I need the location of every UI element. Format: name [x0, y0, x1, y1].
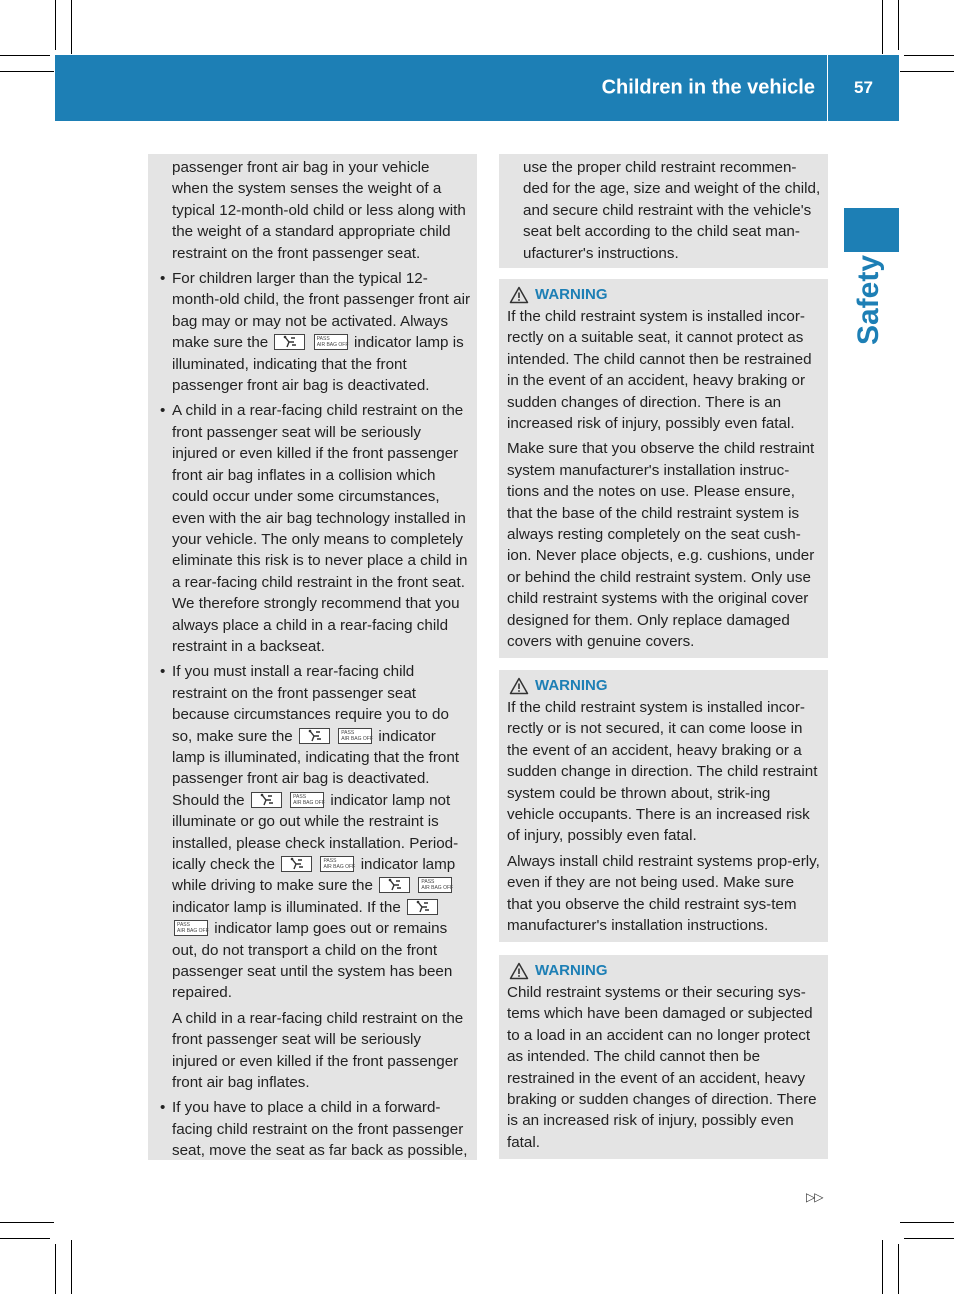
warning-text: Make sure that you observe the child restraint system manufacturer's installation instruc-tions and the notes on use. Please ensure, that the base of the child restraint system is always resting completely on the seat cush-ion. Never place objects, e.g. cushions, under or behind the child restraint system. Only use child restraint systems with the original cover designed for them. Only replace damaged covers with genuine covers. [507, 440, 815, 651]
crop-mark [904, 55, 954, 56]
pass-airbag-off-icon: PASS AIR BAG OFF [338, 728, 372, 744]
crop-mark [882, 1240, 883, 1294]
warning-icon [509, 962, 529, 980]
list-item: • For children larger than the typical 12-month-old child, the front passenger front air bag may or may not be activated. Always make sure the PASS AIR BAG OFF indicator lamp is illuminated, indicating that the front passenger front air bag is deactivated. [172, 268, 470, 396]
warning-text: Child restraint systems or their securing sys-tems which have been damaged or subjected to a load in an accident can no longer protect as intended. The child cannot then be restrained in the event of an accident, heavy braking or sudden changes of direction. There is an increased risk of injury, possibly even fatal. [507, 984, 817, 1151]
pass-airbag-off-icon: PASS AIR BAG OFF [174, 920, 208, 936]
section-title: Children in the vehicle [601, 76, 815, 99]
passenger-seat-icon [281, 856, 312, 872]
warning-box [499, 670, 828, 942]
passenger-seat-icon [299, 728, 330, 744]
list-item: • A child in a rear-facing child restraint on the front passenger seat will be seriously injured or even killed if the front passenger front air bag inflates in a collision which could occur under some circumstances, even with the air bag technology installed in your vehicle. The only means to completely eliminate this risk is to never place a child in a rear-facing child restraint in the front seat. We therefore strongly recommend that you always place a child in a rear-facing child restraint in a backseat. [172, 400, 470, 657]
continued-text: use the proper child restraint recommen-ded for the age, size and weight of the child, and secure child restraint with the vehicle's seat belt according to the child seat man-ufacturer's instructions. [523, 159, 821, 262]
passenger-seat-icon [274, 334, 305, 350]
warning-label: WARNING [535, 676, 608, 694]
pass-airbag-off-icon: PASS AIR BAG OFF [418, 877, 452, 893]
warning-heading [509, 959, 821, 982]
warning-icon [509, 286, 529, 304]
list-item-note: A child in a rear-facing child restraint on the front passenger seat will be seriously injured or even killed if the front passenger front air bag inflates. [172, 1009, 464, 1092]
passenger-seat-icon [251, 792, 282, 808]
chapter-label: Safety [852, 254, 885, 346]
page-number: 57 [854, 78, 873, 97]
pass-airbag-off-icon: PASS AIR BAG OFF [320, 856, 354, 872]
bullet-list [172, 268, 470, 1162]
warning-label: WARNING [535, 285, 608, 303]
warning-text: If the child restraint system is installed incor-rectly or is not secured, it can come loose in the event of an accident, heavy braking or a sudden change in direction. The child restraint system could be thrown about, strik-ing vehicle occupants. There is an increased risk of injury, possibly even fatal. [507, 699, 818, 845]
crop-mark [882, 0, 883, 54]
crop-mark [71, 1240, 72, 1294]
warning-box [499, 955, 828, 1159]
passenger-seat-icon [379, 877, 410, 893]
crop-mark [900, 71, 954, 72]
crop-mark [55, 0, 56, 50]
warning-label: WARNING [535, 961, 608, 979]
pass-airbag-off-icon: PASS AIR BAG OFF [290, 792, 324, 808]
warning-text: If the child restraint system is installed incor-rectly on a suitable seat, it cannot protect as intended. The child cannot then be restrained in the event of an accident, heavy braking or sudden changes of direction. There is an increased risk of injury, possibly even fatal. [507, 308, 812, 433]
warning-box [499, 279, 828, 658]
passenger-seat-icon [407, 899, 438, 915]
left-column [148, 154, 477, 1160]
crop-mark [0, 1222, 54, 1223]
header-bar [55, 55, 899, 121]
continued-text-box [499, 154, 828, 268]
warning-icon [509, 677, 529, 695]
warning-heading [509, 283, 821, 306]
crop-mark [0, 55, 50, 56]
chapter-tab [844, 208, 899, 252]
list-item: • If you have to place a child in a forward-facing child restraint on the front passenger seat, move the seat as far back as possible, [172, 1097, 470, 1161]
warning-text: Always install child restraint systems prop-erly, even if they are not being used. Make sure that you observe the child restraint sys-tem manufacturer's installation instructions. [507, 852, 820, 935]
crop-mark [0, 1238, 50, 1239]
intro-paragraph: passenger front air bag in your vehicle when the system senses the weight of a typical 12-month-old child or less along with the weight of a standard appropriate child restraint on the front passenger seat. [172, 159, 466, 262]
crop-mark [71, 0, 72, 54]
continued-arrow-icon: ▷▷ [806, 1190, 823, 1204]
pass-airbag-off-icon: PASS AIR BAG OFF [314, 334, 348, 350]
warning-heading [509, 674, 821, 697]
crop-mark [900, 1222, 954, 1223]
crop-mark [55, 1244, 56, 1294]
crop-mark [0, 71, 54, 72]
list-item: • If you must install a rear-facing child restraint on the front passenger seat because circumstances require you to do so, make sure the PASS AIR BAG OFF indicator lamp is illuminated, indicating that the front passenger front air bag is deactivated. Should the PASS AIR BAG OFF indicator lamp not illuminate or go out while the restraint is installed, please check installation. Period-ically check the PASS AIR BAG OFF indicator lamp while driving to make sure the PASS AIR BAG OFF indicator lamp is illuminated. If the PASS AIR BAG OFF indicator lamp goes out or remains out, do not transport a child on the front passenger seat until the system has been repaired. A child in a rear-facing child restraint on the front passenger seat will be seriously injured or even killed if the front passenger front air bag inflates. [172, 661, 470, 1093]
crop-mark [898, 0, 899, 50]
crop-mark [904, 1238, 954, 1239]
crop-mark [898, 1244, 899, 1294]
